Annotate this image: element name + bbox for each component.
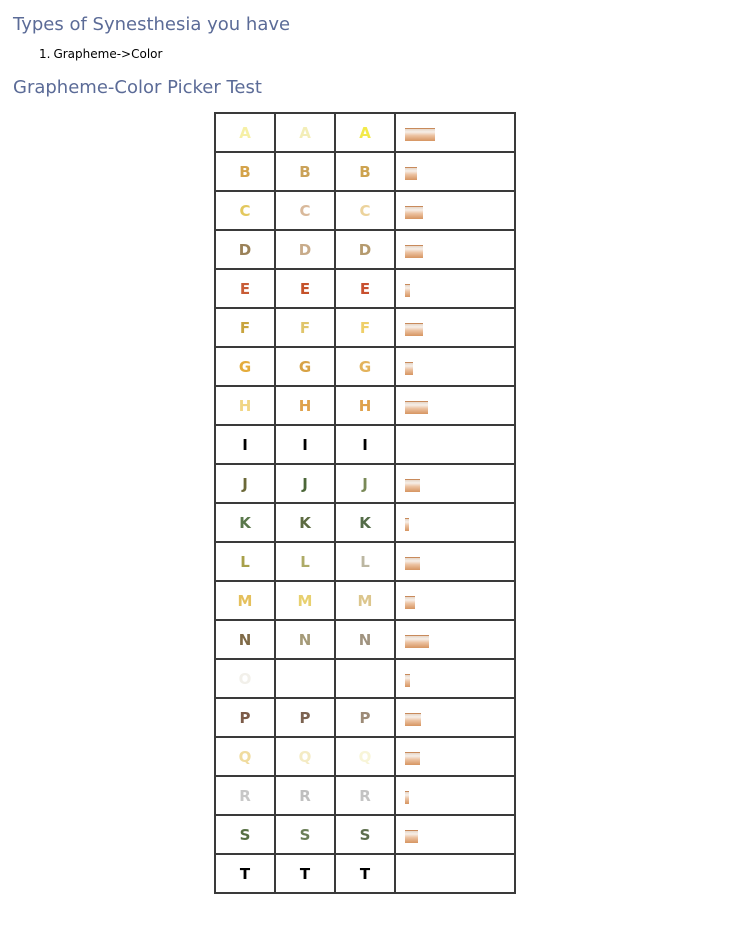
table-row — [215, 230, 515, 269]
consistency-bar-cell — [395, 542, 515, 581]
grapheme-letter: F — [299, 318, 311, 337]
grapheme-cell[interactable] — [335, 152, 395, 191]
grapheme-letter: E — [359, 279, 371, 298]
grapheme-cell[interactable] — [335, 503, 395, 542]
grapheme-cell[interactable] — [215, 269, 275, 308]
grapheme-letter: M — [357, 591, 373, 610]
grapheme-letter: S — [359, 825, 371, 844]
consistency-bar-cell — [395, 464, 515, 503]
table-row — [215, 620, 515, 659]
table-row — [215, 659, 515, 698]
grapheme-letter: F — [359, 318, 371, 337]
table-row — [215, 737, 515, 776]
grapheme-letter: F — [239, 318, 251, 337]
grapheme-letter: T — [359, 864, 371, 883]
grapheme-cell[interactable] — [275, 542, 335, 581]
grapheme-letter: E — [239, 279, 251, 298]
synesthesia-types-list — [39, 47, 162, 61]
grapheme-letter: L — [240, 552, 250, 571]
grapheme-letter: P — [359, 708, 371, 727]
grapheme-cell[interactable] — [275, 152, 335, 191]
grapheme-letter: P — [299, 708, 311, 727]
grapheme-cell[interactable] — [335, 542, 395, 581]
grapheme-letter: M — [297, 591, 313, 610]
list-item-number: 1. — [39, 47, 51, 61]
grapheme-cell[interactable] — [275, 815, 335, 854]
grapheme-cell[interactable] — [335, 269, 395, 308]
grapheme-letter: R — [239, 786, 251, 805]
grapheme-cell[interactable] — [215, 503, 275, 542]
grapheme-letter: B — [299, 162, 311, 181]
grapheme-letter: A — [359, 123, 371, 142]
grapheme-letter: H — [298, 396, 312, 415]
grapheme-cell[interactable] — [275, 737, 335, 776]
grapheme-letter: D — [298, 240, 312, 259]
grapheme-cell[interactable] — [215, 620, 275, 659]
table-row — [215, 386, 515, 425]
consistency-bar — [405, 128, 435, 141]
table-row — [215, 581, 515, 620]
table-row — [215, 815, 515, 854]
grapheme-letter: K — [299, 513, 311, 532]
grapheme-cell[interactable] — [335, 464, 395, 503]
table-row — [215, 776, 515, 815]
grapheme-cell[interactable] — [215, 347, 275, 386]
consistency-bar — [405, 830, 418, 843]
grapheme-letter: Q — [298, 747, 312, 766]
consistency-bar — [405, 518, 409, 531]
grapheme-cell[interactable] — [275, 659, 335, 698]
consistency-bar-cell — [395, 308, 515, 347]
consistency-bar-cell — [395, 152, 515, 191]
grapheme-cell[interactable] — [335, 620, 395, 659]
consistency-bar — [405, 362, 413, 375]
consistency-bar — [405, 596, 415, 609]
grapheme-letter: Q — [238, 747, 252, 766]
grapheme-cell[interactable] — [275, 269, 335, 308]
grapheme-letter: P — [239, 708, 251, 727]
list-item-label: Grapheme->Color — [53, 47, 163, 61]
grapheme-cell[interactable] — [335, 425, 395, 464]
consistency-bar-cell — [395, 854, 515, 893]
grapheme-letter: T — [299, 864, 311, 883]
grapheme-letter: T — [239, 864, 251, 883]
grapheme-cell[interactable] — [275, 581, 335, 620]
grapheme-cell[interactable] — [215, 425, 275, 464]
grapheme-cell[interactable] — [335, 815, 395, 854]
grapheme-cell[interactable] — [275, 503, 335, 542]
grapheme-color-table — [214, 112, 516, 894]
consistency-bar — [405, 167, 417, 180]
consistency-bar-cell — [395, 230, 515, 269]
grapheme-cell[interactable] — [275, 620, 335, 659]
grapheme-letter: N — [298, 630, 312, 649]
grapheme-cell[interactable] — [335, 230, 395, 269]
grapheme-letter: A — [239, 123, 251, 142]
grapheme-cell[interactable] — [215, 581, 275, 620]
consistency-bar-cell — [395, 269, 515, 308]
grapheme-letter: N — [238, 630, 252, 649]
table-row — [215, 308, 515, 347]
grapheme-cell[interactable] — [275, 464, 335, 503]
picker-test-heading: Grapheme-Color Picker Test — [13, 77, 262, 98]
grapheme-cell[interactable] — [335, 113, 395, 152]
grapheme-cell[interactable] — [215, 152, 275, 191]
grapheme-letter: L — [360, 552, 370, 571]
grapheme-cell[interactable] — [335, 698, 395, 737]
grapheme-letter: K — [359, 513, 371, 532]
grapheme-cell[interactable] — [275, 776, 335, 815]
consistency-bar-cell — [395, 659, 515, 698]
grapheme-letter: S — [299, 825, 311, 844]
grapheme-letter: K — [239, 513, 251, 532]
grapheme-letter: C — [299, 201, 311, 220]
table-row — [215, 347, 515, 386]
grapheme-cell[interactable] — [215, 854, 275, 893]
grapheme-letter: O — [238, 669, 252, 688]
grapheme-letter: G — [298, 357, 312, 376]
table-row — [215, 503, 515, 542]
grapheme-cell[interactable] — [335, 659, 395, 698]
consistency-bar — [405, 635, 429, 648]
grapheme-cell[interactable] — [215, 542, 275, 581]
grapheme-cell[interactable] — [335, 347, 395, 386]
grapheme-letter: I — [362, 435, 368, 454]
consistency-bar-cell — [395, 815, 515, 854]
consistency-bar — [405, 674, 410, 687]
grapheme-letter: L — [300, 552, 310, 571]
grapheme-cell[interactable] — [215, 308, 275, 347]
grapheme-cell[interactable] — [335, 308, 395, 347]
consistency-bar-cell — [395, 386, 515, 425]
table-row — [215, 269, 515, 308]
grapheme-cell[interactable] — [275, 230, 335, 269]
grapheme-letter: D — [238, 240, 252, 259]
grapheme-cell[interactable] — [215, 113, 275, 152]
table-row — [215, 464, 515, 503]
grapheme-cell[interactable] — [275, 854, 335, 893]
grapheme-letter: I — [242, 435, 248, 454]
table-row — [215, 113, 515, 152]
consistency-bar-cell — [395, 620, 515, 659]
consistency-bar-cell — [395, 737, 515, 776]
table-row — [215, 698, 515, 737]
consistency-bar-cell — [395, 503, 515, 542]
grapheme-cell[interactable] — [215, 659, 275, 698]
consistency-bar-cell — [395, 425, 515, 464]
grapheme-letter: D — [358, 240, 372, 259]
grapheme-cell[interactable] — [275, 308, 335, 347]
grapheme-cell[interactable] — [215, 737, 275, 776]
consistency-bar — [405, 401, 428, 414]
grapheme-cell[interactable] — [215, 815, 275, 854]
consistency-bar-cell — [395, 776, 515, 815]
grapheme-letter: I — [302, 435, 308, 454]
grapheme-cell[interactable] — [335, 737, 395, 776]
consistency-bar — [405, 791, 409, 804]
grapheme-letter: N — [358, 630, 372, 649]
table-row — [215, 152, 515, 191]
grapheme-letter: R — [359, 786, 371, 805]
grapheme-cell[interactable] — [215, 698, 275, 737]
grapheme-letter: E — [299, 279, 311, 298]
consistency-bar-cell — [395, 113, 515, 152]
synesthesia-types-heading: Types of Synesthesia you have — [13, 14, 291, 35]
list-item — [39, 47, 162, 61]
grapheme-letter: A — [299, 123, 311, 142]
consistency-bar-cell — [395, 347, 515, 386]
consistency-bar — [405, 284, 410, 297]
grapheme-letter: H — [238, 396, 252, 415]
table-row — [215, 854, 515, 893]
table-row — [215, 191, 515, 230]
grapheme-letter: J — [362, 474, 368, 493]
grapheme-cell[interactable] — [335, 191, 395, 230]
consistency-bar-cell — [395, 698, 515, 737]
grapheme-letter: J — [242, 474, 248, 493]
table-row — [215, 542, 515, 581]
grapheme-letter: J — [302, 474, 308, 493]
grapheme-cell[interactable] — [215, 464, 275, 503]
consistency-bar — [405, 206, 423, 219]
grapheme-cell[interactable] — [215, 776, 275, 815]
consistency-bar — [405, 713, 421, 726]
grapheme-letter: S — [239, 825, 251, 844]
consistency-bar-cell — [395, 581, 515, 620]
grapheme-letter: G — [358, 357, 372, 376]
consistency-bar — [405, 557, 420, 570]
consistency-bar-cell — [395, 191, 515, 230]
grapheme-cell[interactable] — [275, 347, 335, 386]
grapheme-letter: M — [237, 591, 253, 610]
grapheme-letter: G — [238, 357, 252, 376]
grapheme-cell[interactable] — [215, 191, 275, 230]
grapheme-letter: R — [299, 786, 311, 805]
consistency-bar — [405, 323, 423, 336]
grapheme-cell[interactable] — [215, 230, 275, 269]
grapheme-cell[interactable] — [335, 386, 395, 425]
grapheme-letter: C — [239, 201, 251, 220]
grapheme-cell[interactable] — [275, 386, 335, 425]
consistency-bar — [405, 479, 420, 492]
grapheme-letter: C — [359, 201, 371, 220]
grapheme-cell[interactable] — [275, 113, 335, 152]
grapheme-letter: B — [359, 162, 371, 181]
grapheme-cell[interactable] — [215, 386, 275, 425]
grapheme-letter: H — [358, 396, 372, 415]
grapheme-cell[interactable] — [335, 776, 395, 815]
consistency-bar — [405, 752, 420, 765]
grapheme-letter: B — [239, 162, 251, 181]
consistency-bar — [405, 245, 423, 258]
grapheme-letter: Q — [358, 747, 372, 766]
grapheme-cell[interactable] — [335, 581, 395, 620]
grapheme-cell[interactable] — [275, 698, 335, 737]
table-row — [215, 425, 515, 464]
grapheme-cell[interactable] — [335, 854, 395, 893]
grapheme-cell[interactable] — [275, 191, 335, 230]
grapheme-cell[interactable] — [275, 425, 335, 464]
